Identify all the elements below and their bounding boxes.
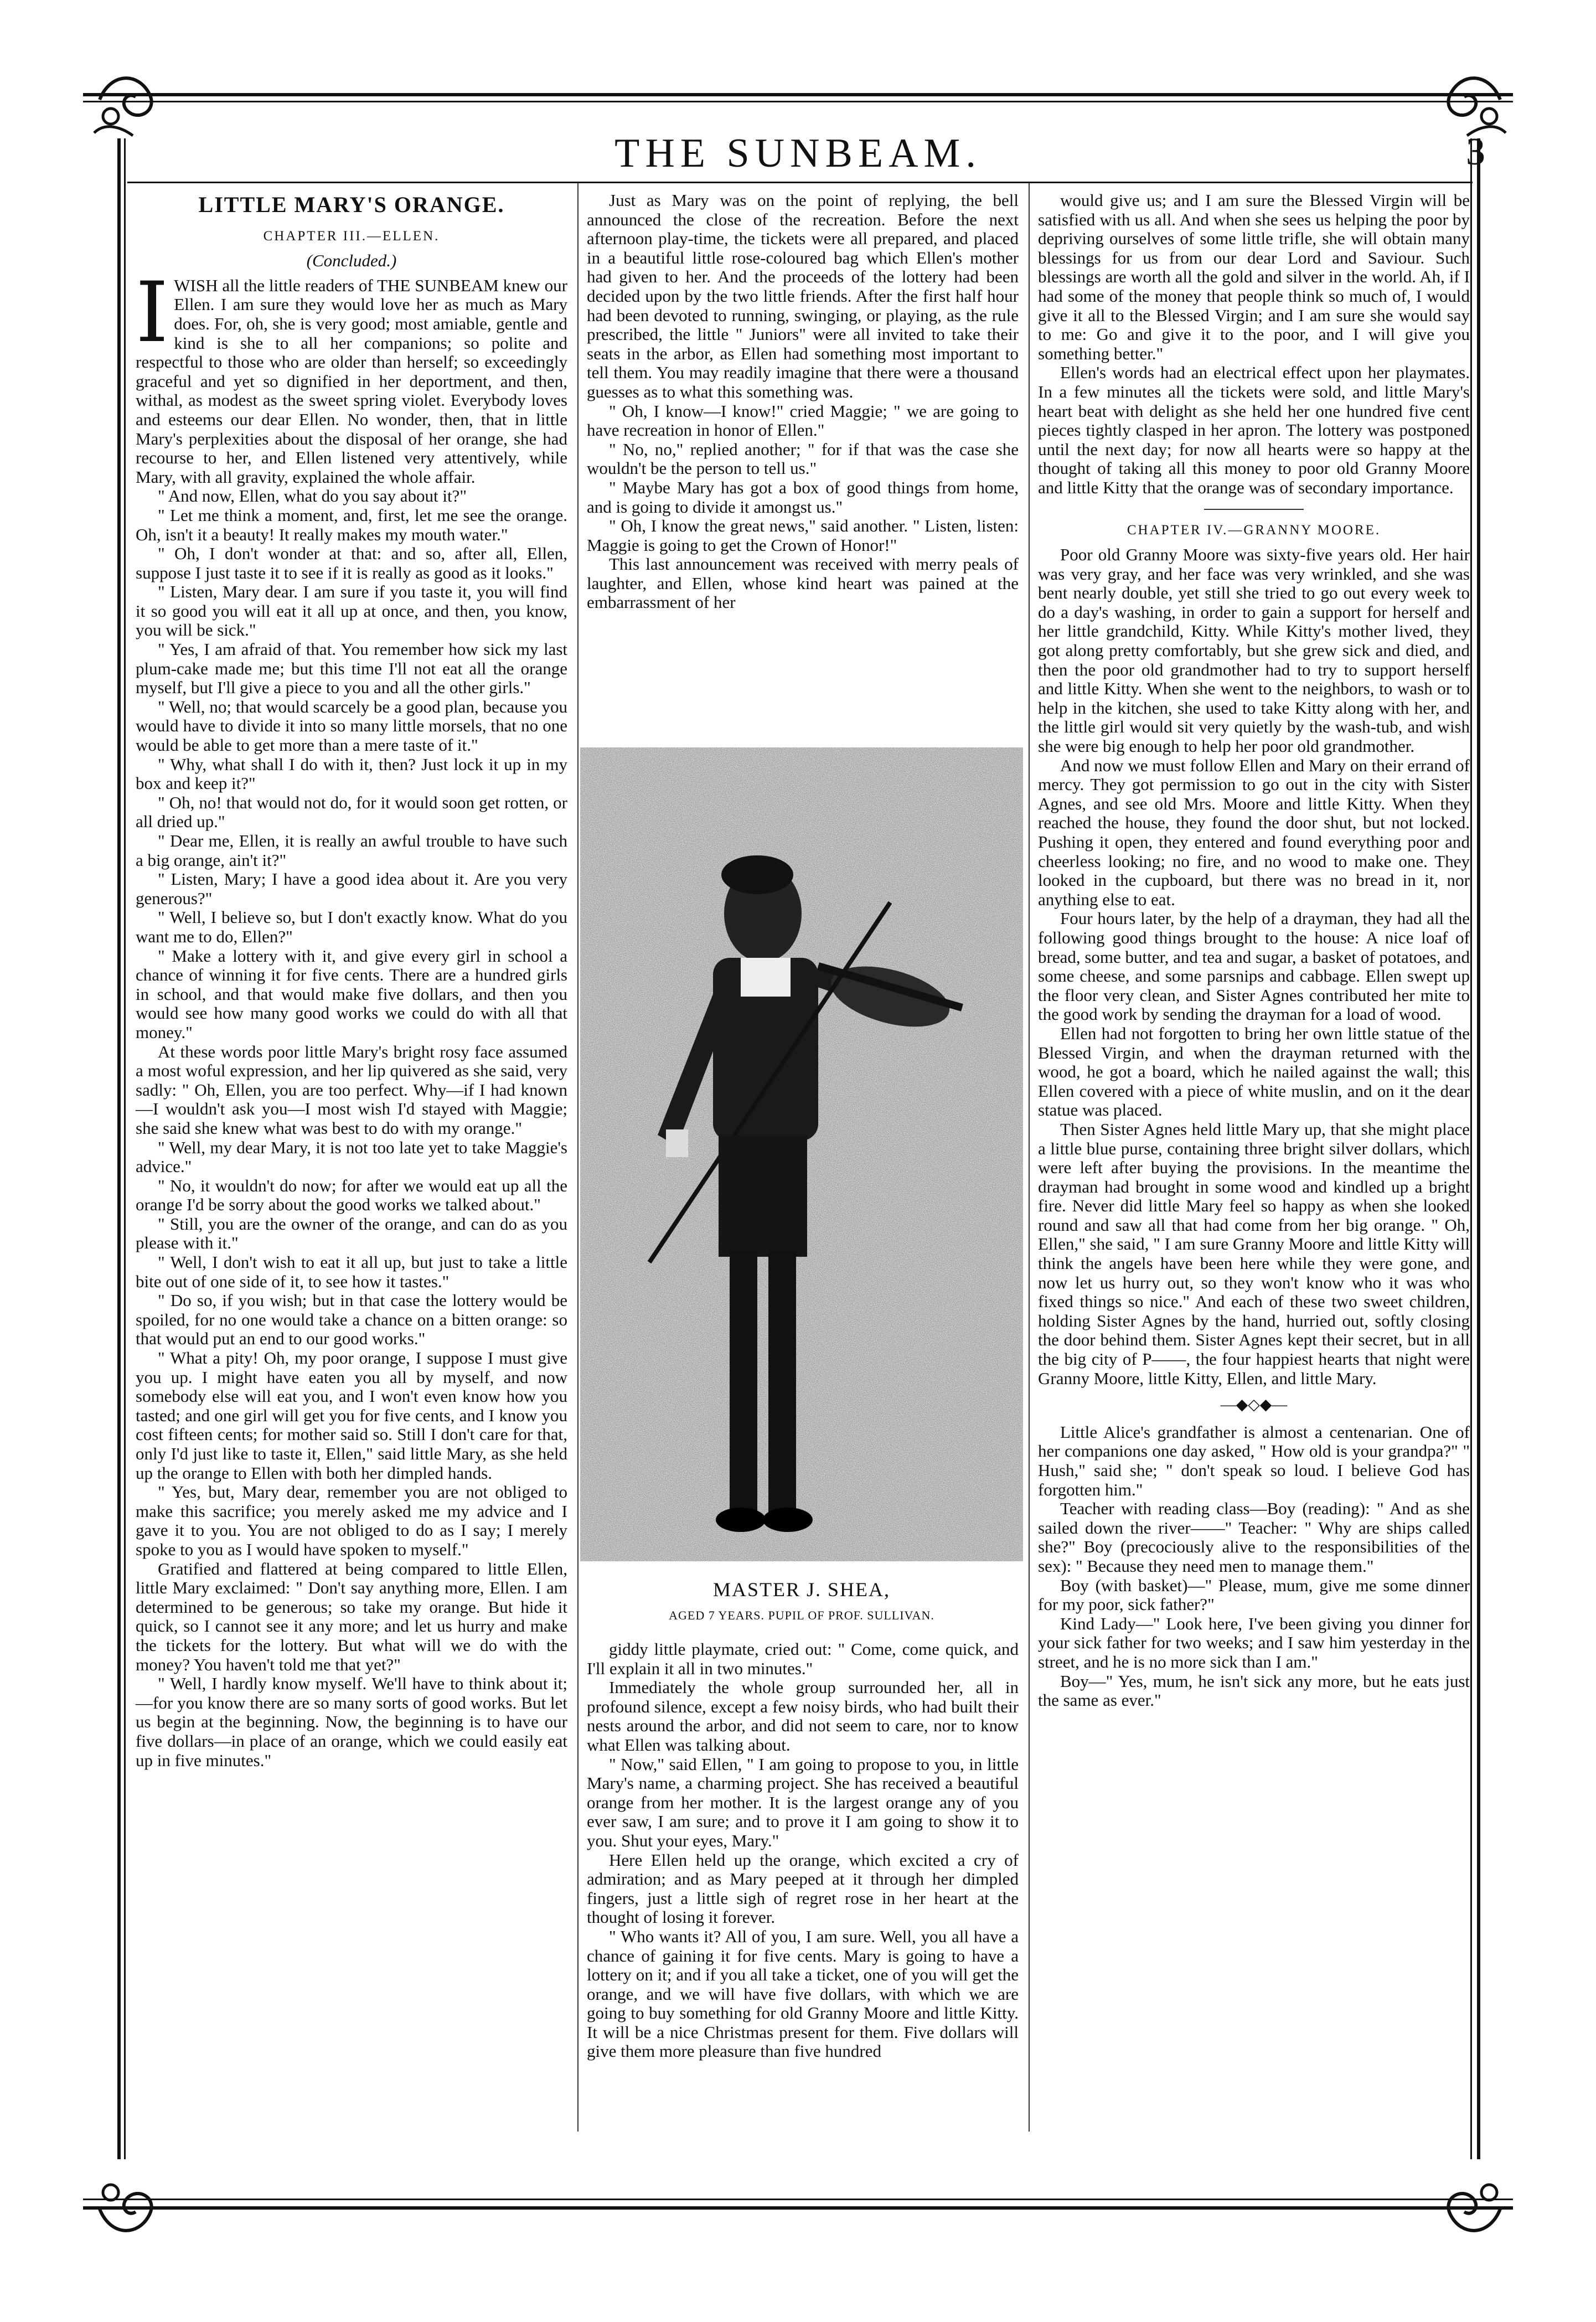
paragraph: would give us; and I am sure the Blessed Virgin will be satisfied with us all. And when she sees us helping the poor by depriving ourselves of some little trifle, she will obtain many blessings for us from our dear Lord and Saviour. Such blessings are worth all the gold and silver in the world. Ah, if I had some of the money that people think so much of, I would give it all to the Blessed Virgin; and I am sure she would say to me: Go and give it to the poor, and I will give you something better." <box>1038 190 1470 363</box>
newspaper-title: THE SUNBEAM. <box>614 131 982 176</box>
paragraph: Here Ellen held up the orange, which excited a cry of admiration; and as Mary peeped at it through her dimpled fingers, just a little sigh of regret rose in her heart at the thought of losing it forever. <box>587 1850 1019 1927</box>
masthead-rule <box>127 182 1473 183</box>
column-3-paragraphs-b <box>1038 545 1470 1388</box>
column-3-paragraphs-a <box>1038 191 1470 498</box>
bottom-border-rule-inner <box>83 2199 1513 2200</box>
paragraph: Teacher with reading class—Boy (reading): " And as she sailed down the river——" Teacher: " Why are ships called she?" Boy (precociously alive to the responsibilities of the sex): " Because they need men to manage them." <box>1038 1499 1470 1576</box>
paragraph: Then Sister Agnes held little Mary up, that she might place a little blue purse, containing three bright silver dollars, which were left after buying the provisions. In the meantime the drayman had brought in some wood and kindled up a bright fire. Never did little Mary feel so happy as when she looked round and saw all that had come from her big orange. " Oh, Ellen," she said, " I am sure Granny Moore and little Kitty will think the angels have been here while they were gone, and now let us hurry out, so they won't know who it was who fixed things so nice." And each of these two sweet children, holding Sister Agnes by the hand, hurried out, softly closing the door behind them. Sister Agnes kept their secret, but in all the big city of P——, the four happiest hearts that night were Granny Moore, little Kitty, Ellen, and little Mary. <box>1038 1119 1470 1388</box>
paragraph: This last announcement was received with merry peals of laughter, and Ellen, whose kind heart was pained at the embarrassment of her <box>587 554 1019 612</box>
paragraph: Ellen's words had an electrical effect upon her playmates. In a few minutes all the tickets were sold, and little Mary's heart beat with delight as she held her one hundred five cent pieces tightly clasped in her apron. The lottery was postponed until the next day; for now all hearts were so happy at the thought of taking all this money to poor old Granny Moore and little Kitty that the orange was of secondary importance. <box>1038 363 1470 497</box>
section-divider: —◆◇◆— <box>1220 1396 1288 1414</box>
column-2-paragraphs <box>587 191 1019 612</box>
photo-caption: MASTER J. SHEA, <box>712 1578 891 1601</box>
paragraph: giddy little playmate, cried out: " Come, come quick, and I'll explain it all in two minutes." <box>587 1639 1019 1678</box>
left-border-rule <box>117 138 121 2159</box>
paragraph: " Well, I believe so, but I don't exactly know. What do you want me to do, Ellen?" <box>136 907 567 946</box>
masthead <box>0 130 1596 180</box>
paragraph: " Listen, Mary; I have a good idea about it. Are you very generous?" <box>136 869 567 908</box>
paragraph: " Let me think a moment, and, first, let me see the orange. Oh, isn't it a beauty! It really makes my mouth water." <box>136 505 567 544</box>
concluded-note: (Concluded.) <box>306 251 397 271</box>
chapter-heading: CHAPTER III.—ELLEN. <box>263 228 440 244</box>
paragraph: " Why, what shall I do with it, then? Just lock it up in my box and keep it?" <box>136 754 567 793</box>
column-1 <box>136 191 567 1770</box>
first-paragraph <box>136 264 567 487</box>
paragraph: " No, it wouldn't do now; for after we would eat up all the orange I'd be sorry about the good works we talked about." <box>136 1175 567 1215</box>
paragraph: " No, no," replied another; " for if that was the case she wouldn't be the person to tell us." <box>587 439 1019 478</box>
column-2 <box>587 191 1019 612</box>
column-2-lower <box>587 1640 1019 2061</box>
paragraph: Poor old Granny Moore was sixty-five years old. Her hair was very gray, and her face was very wrinkled, and she was bent nearly double, yet still she tried to go out every week to do a day's washing, in order to gain a support for herself and her little grandchild, Kitty. While Kitty's mother lived, they got along pretty comfortably, but she grew sick and died, and then the poor old grandmother had to try to support herself and little Kitty. When she went to the neighbors, to wash or to help in the kitchen, she used to take Kitty along with her, and the little girl would sit very quietly by the wash-tub, and wish she were big enough to help her poor old grandmother. <box>1038 545 1470 756</box>
paragraph: Ellen had not forgotten to bring her own little statue of the Blessed Virgin, and when the drayman returned with the wood, he got a board, which he nailed against the wall; this Ellen covered with a piece of white muslin, and on it the dear statue was placed. <box>1038 1023 1470 1120</box>
bottom-border-rule <box>83 2206 1513 2210</box>
paragraph: " Well, I don't wish to eat it all up, but just to take a little bite out of one side of it, to see how it tastes." <box>136 1252 567 1291</box>
corner-ornament-top-right <box>1417 66 1511 138</box>
chapter-rule <box>1204 509 1304 510</box>
paragraph: Just as Mary was on the point of replying, the bell announced the close of the recreation. Before the next afternoon play-time, the tickets were all prepared, and placed in a beautiful little rose-coloured bag which Ellen's mother had given to her. And the proceeds of the lottery had been decided upon by the two little friends. After the first half hour had been devoted to running, swinging, or playing, as the rule prescribed, the little " Juniors" were all invited to take their seats in the arbor, as Ellen had something most important to tell them. You may readily imagine that there were a thousand guesses as to what this something was. <box>587 190 1019 401</box>
paragraph: Little Alice's grandfather is almost a centenarian. One of her companions one day asked, " How old is your grandpa?" " Hush," said she; " don't speak so loud. I believe God has forgotten him." <box>1038 1422 1470 1499</box>
paragraph: " Well, my dear Mary, it is not too late yet to take Maggie's advice." <box>136 1137 567 1177</box>
column-3-paragraphs-c <box>1038 1423 1470 1710</box>
paragraph: And now we must follow Ellen and Mary on their errand of mercy. They got permission to go out in the city with Sister Agnes, and see old Mrs. Moore and little Kitty. When they reached the house, they found the door shut, but not locked. Pushing it open, they entered and found everything poor and cheerless looking; no fire, and no wood to make one. They looked in the cupboard, but there was no bread in it, nor anything else to eat. <box>1038 755 1470 909</box>
paragraph: Four hours later, by the help of a drayman, they had all the following good things brought to the house: A nice loaf of bread, some butter, and tea and sugar, a basket of potatoes, and some cheese, and some parsnips and cabbage. Ellen swept up the floor very clean, and Sister Agnes contributed her mite to the good work by sending the drayman for a load of wood. <box>1038 909 1470 1024</box>
paragraph: Immediately the whole group surrounded her, all in profound silence, except a few noisy birds, who had built their nests around the arbor, and did not seem to care, nor to know what Ellen was talking about. <box>587 1678 1019 1755</box>
paragraph: " Dear me, Ellen, it is really an awful trouble to have such a big orange, ain't it?" <box>136 831 567 870</box>
paragraph: " Oh, I don't wonder at that: and so, after all, Ellen, suppose I just taste it to see if it is really as good as it looks." <box>136 544 567 582</box>
paragraph: At these words poor little Mary's bright rosy face assumed a most woful expression, and her lip quivered as she said, very sadly: " Oh, Ellen, you are too perfect. Why—if I had known—I wouldn't ask you—I most wish I'd stayed with Maggie; she said she knew what was best to do with my orange." <box>136 1041 567 1138</box>
column-1-paragraphs <box>136 487 567 1770</box>
first-paragraph-text: WISH all the little readers of THE SUNBEAM knew our Ellen. I am sure they would love her as much as Mary does. For, oh, she is very good; most amiable, gentle and kind is she to all her companions; so polite and respectful to those who are older than herself; so exceedingly graceful and yet so dignified in her deportment, and then, withal, as modest as the sweet spring violet. Everybody loves and esteems our dear Ellen. No wonder, then, that in little Mary's perplexities about the disposal of her orange, she had recourse to her, and Ellen listened very attentively, while Mary, with all gravity, explained the whole affair. <box>136 275 567 487</box>
paragraph: " Make a lottery with it, and give every girl in school a chance of winning it for five cents. There are a hundred girls in school, and that would make five dollars, and then you would see how many good works we could do with all that money." <box>136 946 567 1042</box>
paragraph: " Maybe Mary has got a box of good things from home, and is going to divide it amongst us." <box>587 477 1019 517</box>
paragraph: " Who wants it? All of you, I am sure. Well, you all have a chance of gaining it for five cents. Mary is going to have a lottery on it; and if you all take a ticket, one of you will get the orange, and we will have five dollars, with which we are going to buy something for old Granny Moore and little Kitty. It will be a nice Christmas present for them. Five dollars will give them more pleasure than five hundred <box>587 1926 1019 2061</box>
drop-cap: I <box>136 264 169 361</box>
photo-subcaption: AGED 7 YEARS. PUPIL OF PROF. SULLIVAN. <box>669 1608 934 1622</box>
top-border-rule <box>83 93 1513 96</box>
left-border-rule-inner <box>124 138 126 2159</box>
paragraph: Boy—" Yes, mum, he isn't sick any more, but he eats just the same as ever." <box>1038 1671 1470 1710</box>
photo-boy-with-violin <box>580 747 1023 1561</box>
paragraph: " Oh, no! that would not do, for it would soon get rotten, or all dried up." <box>136 792 567 832</box>
corner-ornament-top-left <box>89 66 183 138</box>
paragraph: " Do so, if you wish; but in that case the lottery would be spoiled, for no one would take a chance on a bitten orange: so that would put an end to our good works." <box>136 1291 567 1349</box>
paragraph: " Well, no; that would scarcely be a good plan, because you would have to divide it into so many little morsels, that no one would be able to get more than a mere taste of it." <box>136 696 567 755</box>
paragraph: " Yes, I am afraid of that. You remember how sick my last plum-cake made me; but this time I'll not eat all the orange myself, but I'll give a piece to you and all the other girls." <box>136 639 567 698</box>
paragraph: " Oh, I know—I know!" cried Maggie; " we are going to have recreation in honor of Ellen." <box>587 401 1019 440</box>
paragraph: " And now, Ellen, what do you say about it?" <box>158 486 467 506</box>
right-border-rule-inner <box>1470 138 1472 2159</box>
paragraph: Kind Lady—" Look here, I've been giving you dinner for your sick father for two weeks; and I saw him yesterday in the street, and he is no more sick than I am." <box>1038 1613 1470 1671</box>
column-separator-1 <box>577 183 579 2132</box>
paragraph: Boy (with basket)—" Please, mum, give me some dinner for my poor, sick father?" <box>1038 1575 1470 1614</box>
paragraph: " Now," said Ellen, " I am going to propose to you, in little Mary's name, a charming project. She has received a beautiful orange from her mother. It is the largest orange any of you ever saw, I am sure; and to prove it I am going to show it to you. Shut your eyes, Mary." <box>587 1754 1019 1850</box>
paragraph: " Listen, Mary dear. I am sure if you taste it, you will find it so good you will eat it all up at once, and then, you know, you will be sick." <box>136 582 567 640</box>
paragraph: " Yes, but, Mary dear, remember you are not obliged to make this sacrifice; you merely asked me my advice and I gave it to you. You are not obliged to do as I say; I merely spoke to you as I would have spoken to myself." <box>136 1482 567 1559</box>
paragraph: Gratified and flattered at being compared to little Ellen, little Mary exclaimed: " Don't say anything more, Ellen. I am determined to be generous; so take my orange. But hide it quick, so I cannot see it any more; and let us hurry and make the tickets for the lottery. But what will we do with the money? You haven't told me that yet?" <box>136 1559 567 1674</box>
paragraph: " What a pity! Oh, my poor orange, I suppose I must give you up. I might have eaten you all by myself, and now somebody else will eat you, and I won't even know how you tasted; and one girl will get you for five cents, and I know you cost fifteen cents; for mother said so. Still I don't care for that, only I'd just like to taste it, Ellen," said little Mary, as she held up the orange to Ellen with both her dimpled hands. <box>136 1348 567 1483</box>
column-2-lower-paragraphs <box>587 1640 1019 2061</box>
right-border-rule <box>1477 138 1480 2159</box>
corner-ornament-bottom-left <box>89 2170 183 2242</box>
story-title: LITTLE MARY'S ORANGE. <box>198 192 505 217</box>
corner-ornament-bottom-right <box>1417 2170 1511 2242</box>
paragraph: " Oh, I know the great news," said another. " Listen, listen: Maggie is going to get the Crown of Honor!" <box>587 516 1019 555</box>
chapter-4-heading: CHAPTER IV.—GRANNY MOORE. <box>1127 522 1381 538</box>
page-number: 3 <box>1466 131 1485 173</box>
column-3 <box>1038 191 1470 1710</box>
paragraph: " Well, I hardly know myself. We'll have to think about it;—for you know there are so many sorts of good works. But let us begin at the beginning. Now, the beginning is to have our five dollars—in place of an orange, which we could easily eat up in five minutes." <box>136 1674 567 1770</box>
top-border-rule-inner <box>83 101 1513 102</box>
paragraph: " Still, you are the owner of the orange, and can do as you please with it." <box>136 1214 567 1253</box>
column-separator-2 <box>1029 183 1030 2132</box>
